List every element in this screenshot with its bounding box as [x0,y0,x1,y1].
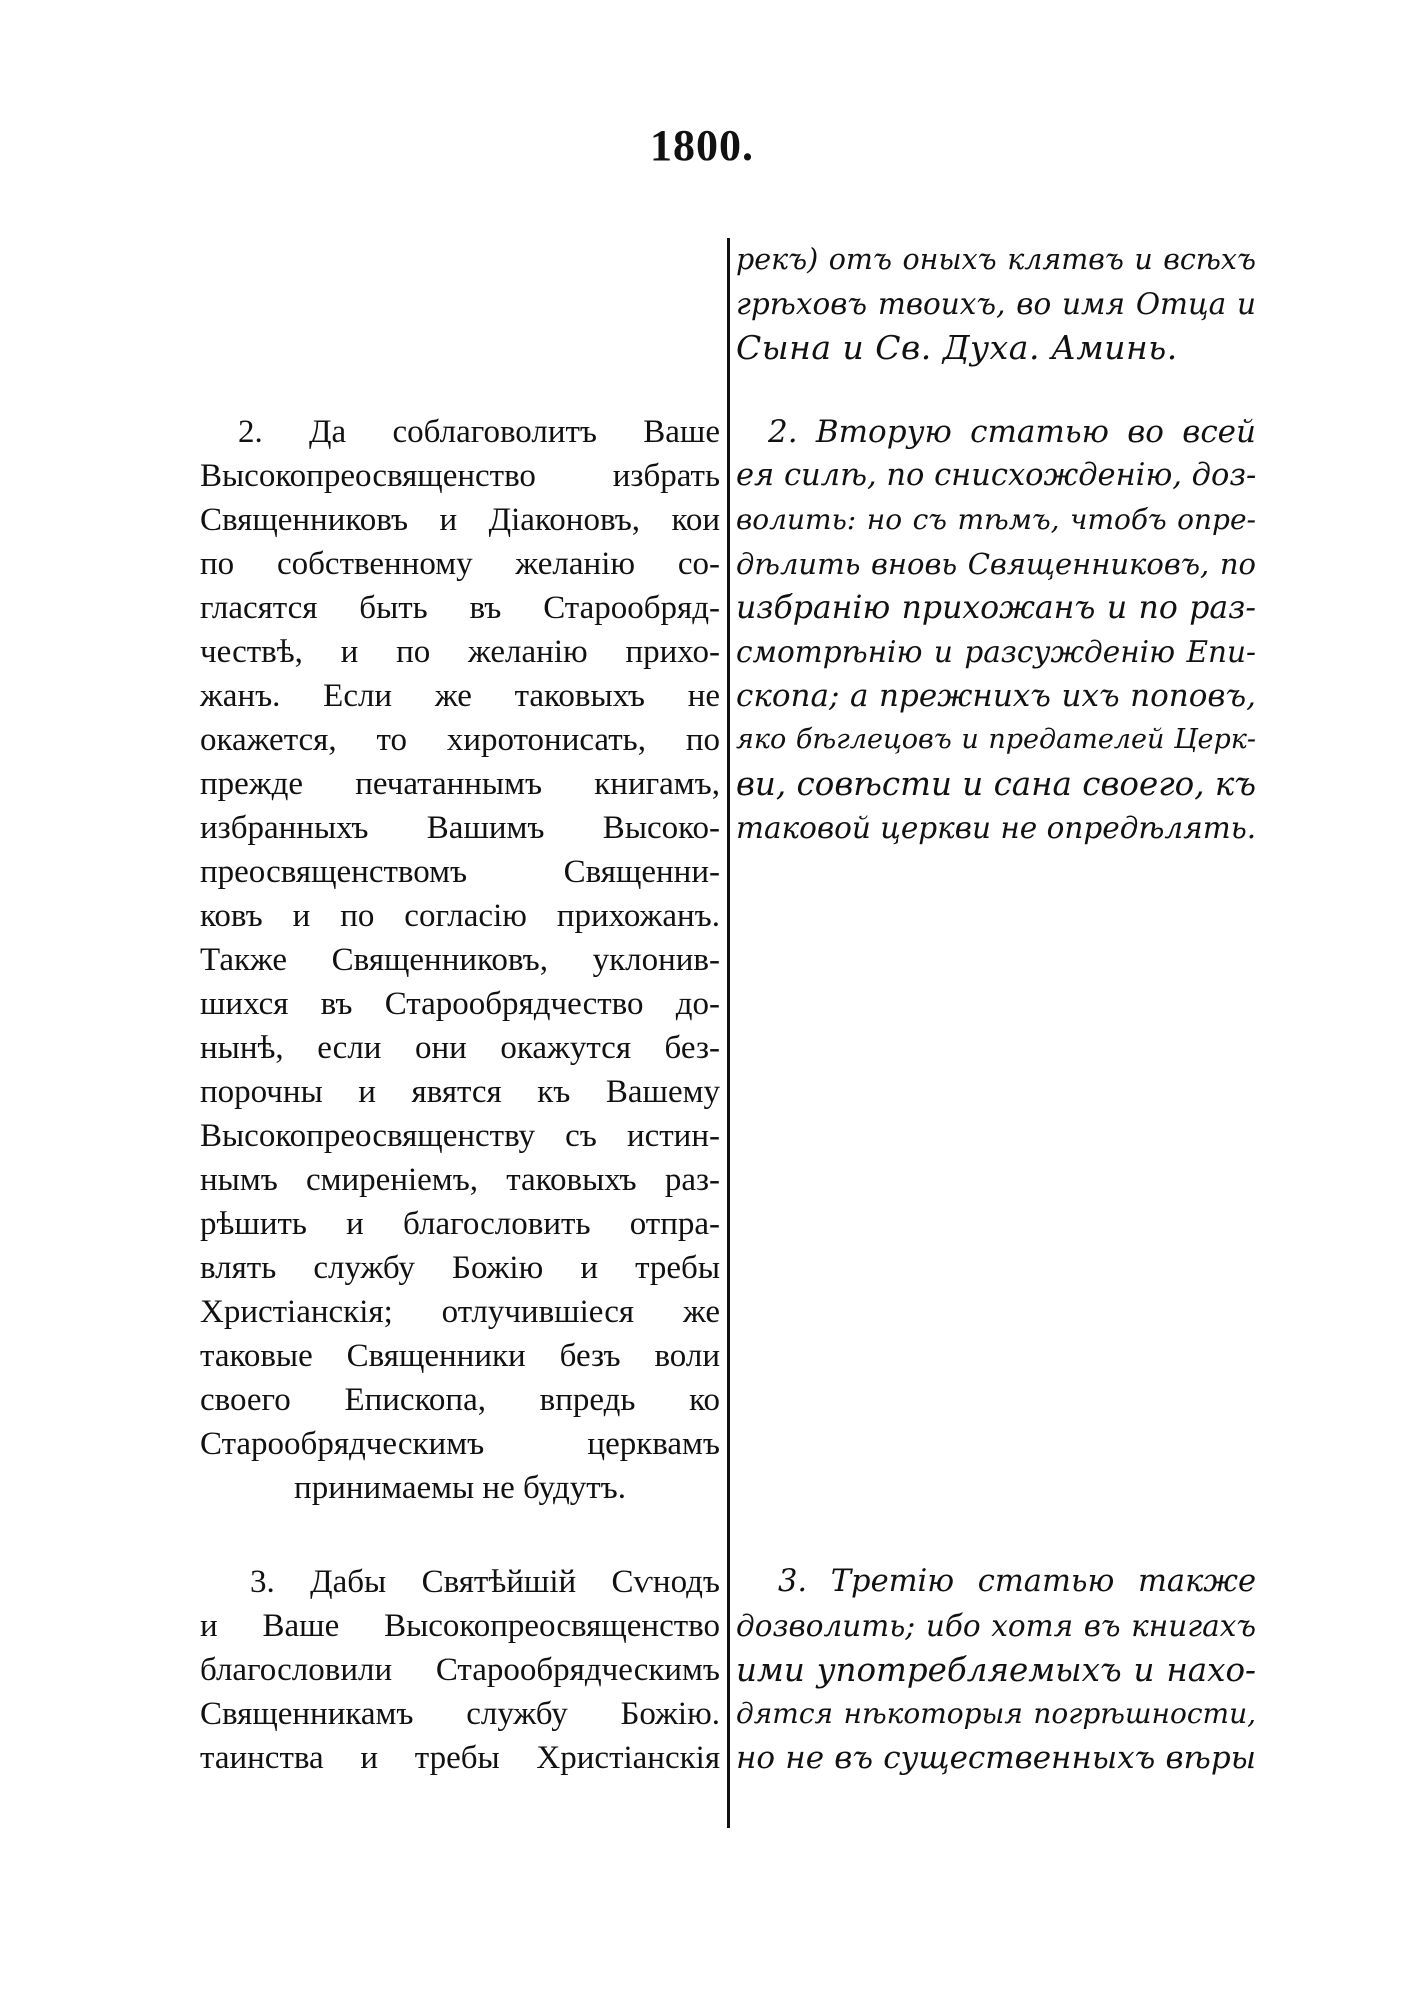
text-line: но не въ существенныхъ вѣры [736,1740,1256,1776]
text-line: ея силѣ, по снисхожденію, доз- [736,458,1257,493]
text-line: рѣшить и благословить отпра- [200,1206,720,1242]
text-line: гласятся быть въ Старообряд- [200,590,720,626]
text-line: своего Епископа, впредь ко [200,1382,720,1418]
right-column-continuation [736,238,1256,370]
text-line: принимаемы не будутъ. [294,1470,626,1506]
text-line: Высокопреосвященство избрать [200,458,720,494]
right-article-3 [736,1560,1256,1780]
text-line: шихся въ Старообрядчество до- [200,986,720,1022]
text-line: таковой церкви не опредѣлять. [736,811,1257,845]
text-line: избранію прихожанъ и по раз- [736,590,1256,626]
text-line: порочны и явятся къ Вашему [200,1074,720,1110]
text-line: дѣлить вновь Священниковъ, по [736,547,1256,581]
text-line: Христіанскія; отлучившіеся же [200,1294,720,1330]
right-article-2 [736,410,1256,850]
text-line: Старообрядческимъ церквамъ [200,1426,720,1462]
left-article-2 [200,410,720,1510]
text-line: рекъ) отъ оныхъ клятвъ и всѣхъ [736,243,1256,276]
text-line: грѣховъ твоихъ, во имя Отца и [736,287,1256,321]
page-number: 1800. [650,121,754,170]
text-line: нынѣ, если они окажутся без- [200,1030,720,1066]
text-line: дозволить; ибо хотя въ книгахъ [736,1609,1256,1643]
text-line: яко бѣглецовъ и предателей Церк- [736,724,1256,755]
text-line: жанъ. Если же таковыхъ не [200,678,720,714]
left-article-3 [200,1560,720,1780]
text-line: ими употребляемыхъ и нахо- [736,1651,1256,1689]
text-line: чествѣ, и по желанію прихо- [200,634,720,670]
text-line: таинства и требы Христіанскія [200,1740,720,1776]
text-line: нымъ смиреніемъ, таковыхъ раз- [200,1162,720,1198]
text-line: Священниковъ и Діаконовъ, кои [200,502,720,538]
text-line: Также Священниковъ, уклонив- [200,942,720,978]
text-line: смотрѣнію и разсужденію Епи- [736,635,1256,669]
text-line: 3. Дабы Святѣйшій Сѵнодъ [250,1564,720,1600]
text-line: дятся нѣкоторыя погрѣшности, [736,1697,1256,1730]
text-line: и Ваше Высокопреосвященство [200,1608,720,1644]
text-line: Священникамъ службу Божію. [200,1696,720,1732]
text-line: преосвященствомъ Священни- [200,854,720,890]
text-line: ковъ и по согласію прихожанъ. [200,898,720,934]
text-line: таковые Священники безъ воли [200,1338,720,1374]
text-line: по собственному желанію со- [200,546,720,582]
column-divider [727,238,730,1828]
text-line: 3. Третію статью также [778,1564,1256,1599]
text-line: Высокопреосвященству съ истин- [200,1118,720,1154]
text-line: Сына и Св. Духа. Аминь. [736,328,1178,367]
text-line: избранныхъ Вашимъ Высоко- [200,810,720,846]
text-line: влять службу Божію и требы [200,1250,720,1286]
text-line: окажется, то хиротонисать, по [200,722,720,758]
text-line: благословили Старообрядческимъ [200,1652,720,1688]
text-line: 2. Да соблаговолитъ Ваше [238,414,720,450]
text-line: скопа; а прежнихъ ихъ поповъ, [736,678,1256,714]
text-line: прежде печатаннымъ книгамъ, [200,766,720,802]
text-line: 2. Вторую статью во всей [768,414,1256,450]
text-line: ви, совѣсти и сана своего, къ [736,765,1256,803]
text-line: волить: но съ тѣмъ, чтобъ опре- [736,503,1256,536]
